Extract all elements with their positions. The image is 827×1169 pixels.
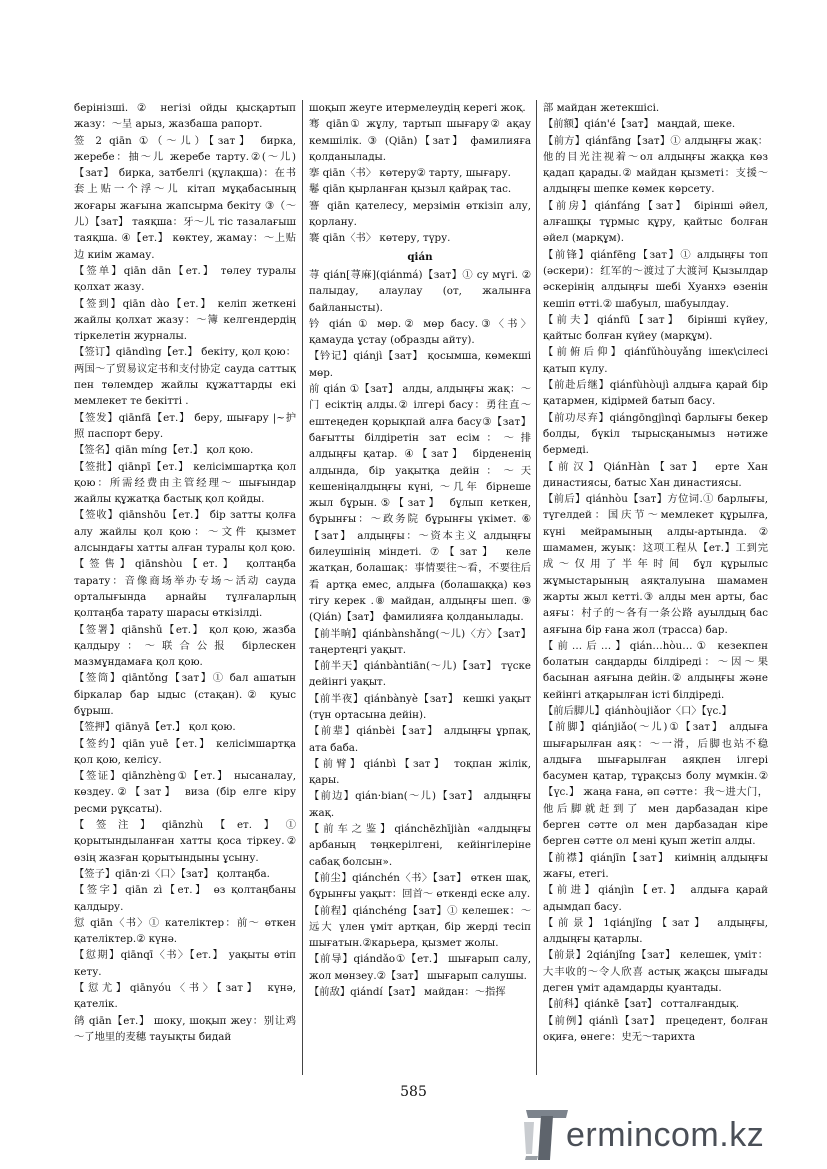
dictionary-entry: 【签筒】qiāntǒng【зат】① бал ашатын біркалар бар ыдыс (стақан).② қуыс бұрыш. [74,672,296,717]
section-header: qián [407,250,433,263]
dictionary-entry: 【签署】qiānshǔ【ет.】 қол қою, жазба қалдыру：～联合公报 бірлескен мазмұндамаға қол қою. [74,623,296,669]
dictionary-entry: 【愆期】qiānqī〈书〉【ет.】 уақыты өтіп кету. [74,949,296,978]
dictionary-entry: 部 майдан жетекшісі. [543,102,660,114]
dictionary-entry: 【前景】2qiánjǐng【зат】 келешек, үміт：大丰收的～令人欣喜 астық жақсы шығады деген үміт адамдарды қуантады. [543,949,768,995]
dictionary-entry: 【签名】qiān míng【ет.】 қол қою. [74,444,254,457]
dictionary-entry: 【前边】qián·bian(～儿)【зат】 алдыңғы жақ. [309,790,531,819]
dictionary-entry: 【前额】qián'é【зат】 маңдай, шеке. [543,118,736,131]
dictionary-entry: 前 qián ①【зат】 алды, алдыңғы жақ：～门 есіктің алды.② ілгері басу：勇往直～ ештеңеден қорықпай алға басу③【зат】 бағытты білдіретін зат есім：～排 алдыңғы қатар. ④【зат】 бірдененің алдында, бір уақытқа дейін：～天 кешеніңалдыңғы күні, ～几年 бірнеше жыл бұрын.⑤【зат】 бұлып кеткен, бұрынғы：～政务院 бұрынғы үкімет. ⑥【зат】 алдыңғы：～资本主义 алдыңғы билеушінің міндеті. ⑦【зат】 келе жатқан, болашақ：事情要往～看，不要往后看 артқа емес, алдыға (болашаққа) көз тігу керек .⑧ майдан, алдыңғы шеп. ⑨ (Qián)【зат】 фамилияға қолданылады. [309,383,531,624]
dictionary-entry: 【前后脚儿】qiánhòujiǎor〈口〉【үс.】 [543,704,732,717]
dictionary-entry: 【前锋】qiánfēng【зат】① алдыңғы топ (әскери)：红军的～渡过了大渡河 Қызылдар әскерінің алдыңғы шебі Хуанхэ өзенін кешіп өтті.② шабуыл, шабуылдау. [543,248,768,310]
dictionary-entry: 【前方】qiánfāng【зат】① алдыңғы жақ：他的目光注视着～ол алдыңғы жаққа көз қадап қарады.② майдан қызметі：支援～алдыңғы шепке көмек көрсету. [543,134,768,196]
logo-text: ermincom.kz [566,1116,765,1154]
dictionary-entry: 【签注】qiānzhù【ет.】① қорытындыланған хатты қоса тіркеу.② өзің жазған қорытындыны ұсыну. [74,819,296,864]
dictionary-entry: берінізші. ② негізі ойды қысқартып жазу：～呈 арыз, жазбаша рапорт. [74,102,296,131]
dictionary-entry: 【签约】qiān yuē【ет.】 келісімшартқа қол қою, келісу. [74,737,296,766]
dictionary-entry: 【签押】qiānyā【ет.】 қол қою. [74,721,236,734]
dictionary-entry: 【前景】1qiánjǐng【зат】 алдыңғы, алдыңғы қатарлы. [543,916,768,946]
dictionary-entry: 骞 qiān① жұлу, тартып шығару② ақау кемшілік. ③ (Qiān)【зат】 фамилияға қолданылады. [309,118,531,163]
dictionary-entry: 【前半夜】qiánbànyè【зат】 кешкі уақыт (түн ортасына дейін). [309,692,531,721]
dictionary-entry: 【前半天】qiánbàntiān(～儿)【зат】 түске дейінгі уақыт. [309,660,531,689]
dictionary-entry: 【签子】qiān·zi〈口〉【зат】 қолтаңба. [74,867,270,880]
dictionary-entry: 【前例】qiánlì【зат】 прецедент, болған оқиға, өнеге：史无～тарихта [543,1014,768,1043]
dictionary-entry: 【前进】qiánjìn【ет.】 алдыға қарай адымдап басу. [543,884,768,913]
page-number: 585 [400,1084,427,1100]
dictionary-entry: 【签收】qiānshōu【ет.】 бір затты қолға алу жайлы қол қою：～文件 қызмет алсындағы хатты алған туралы қол қою. [74,509,296,555]
dictionary-entry: 【前科】qiánkē【зат】 сотталғандық. [543,998,739,1011]
dictionary-entry: 【前敌】qiándí【зат】 майдан：～指挥 [309,986,506,999]
dictionary-entry: 【前后】qiánhòu【зат】方位词.① барлығы, түгелдей：国庆节～мемлекет құрылға, күні мейрамының алды-артында.② шамамен, жуық：这项工程从【ет.】工到完成～仅用了半年时间 бұл құрылыс жұмыстарының аяқталуына шамамен жарты жыл кетті.③ алды мен арты, бас аяғы：村子的～各有一条公路 ауылдың бас аяғына бір ғана жол (трасса) бар. [543,493,768,636]
column-divider [536,100,537,1075]
dictionary-entry: 【签到】qiān dào【ет.】 келіп жеткені жайлы қолхат жазу：～簿 келгендердің тіркелетін журналы. [74,297,296,343]
dictionary-entry: 荨 qián[荨麻](qiánmá)【зат】① су мүгі. ② палыдау, алаулау (от, жалынға байланысты). [309,268,531,314]
dictionary-entry: 【前襟】qiánjīn【зат】 киімнің алдыңғы жағы, етегі. [543,851,768,880]
dictionary-entry: шоқып жеуге итермелеудің керегі жоқ. [309,102,526,114]
dictionary-entry: 【前赴后继】qiánfùhòujì алдыға қарай бір қатармен, кідірмей батып басу. [543,379,768,408]
dictionary-entry: 【前俯后仰】qiánfǔhòuyǎng ішек\сілесі қатып күлу. [543,346,768,375]
site-logo [524,1106,824,1162]
dictionary-entry: 【签批】qiānpī【ет.】 келісімшартқа қол қою：所需经费由主管经理～ шығындар жайлы құжатқа бастық қол қойды. [74,460,296,506]
dictionary-entry: 【签订】qiāndìng【ет.】 бекіту, қол қою：两国～了贸易议定书和支付协定 сауда саттық пен төлемдер жайлы құжаттарды екі мемлекет те бекітті . [74,346,296,408]
dictionary-entry: 謇 qiān қателесу, мерзімін өткізіп алу, қорлану. [309,199,531,229]
dictionary-entry: 【前臂】qiánbì【зат】 тоқпан жілік, қары. [309,757,531,787]
dictionary-entry: 【签字】qiān zì【ет.】 өз қолтаңбаны қалдыру. [74,884,296,913]
dictionary-entry: 【签证】qiānzhèng①【ет.】 нысаналау, көздеу.②【зат】 виза (бір елге кіру ресми рұқсаты). [74,770,296,815]
column-1 [74,100,296,1075]
logo-t-icon [524,1106,570,1162]
dictionary-entry: 鬈 qiān қырланған қызыл қайрақ тас. [309,183,512,196]
dictionary-entry: 钤 qián ① мөр.② мөр басу.③〈书〉 қамауда ұстау (образды айту). [309,317,531,347]
column-divider [302,100,303,1075]
dictionary-entry: 【前脚】qiánjiǎo(～儿)①【зат】 алдыға шығарылған аяқ：～一滑，后脚也站不稳 алдыға шығарылған аяқпен ілгері басумен қатар, тұрақсыз болу мүмкін.②【үс.】 жаңа ғана, әп сәтте：我～进大门，他后脚就赶到了 мен дарбазадан кіре берген сәтте ол мен дарбазадан кіре берген сәтте ол мені қуып жетіп алды. [543,721,768,848]
dictionary-entry: 【前辈】qiánbèi【зат】 алдыңғы ұрпақ, ата баба. [309,725,531,754]
column-2 [309,100,531,1075]
dictionary-entry: 【愆尤】qiānyóu〈书〉【зат】 күнә, қателік. [74,982,296,1011]
dictionary-entry: 签 2 qiān ①（～儿）【зат】 бирка, жеребе：抽～儿 жеребе тарту.②(～儿)【зат】 бирка, затбелгі (құлақша)：在书套上贴一个浮～儿 кітап мұқабасының жоғары жағына жапсырма бекіту ③（～儿）【зат】 таяқша：牙～儿 тіс тазалағыш таяқша. ④【ет.】 көктеу, жамау：～上贴边 киім жамау. [74,134,296,261]
dictionary-entry: 褰 qiān〈书〉 көтеру, түру. [309,232,451,245]
dictionary-entry: 【前尘】qiánchén〈书〉【зат】 өткен шақ, бұрынғы уақыт：回首～ өткенді еске алу. [309,871,531,901]
dictionary-entry: 【签发】qiānfā【ет.】 беру, шығару |~护照 паспорт беру. [74,411,296,440]
dictionary-entry: 【签售】qiānshòu【ет.】 қолтаңба тарату：音像商场举办专场～活动 сауда орталығында арнайы тұлғаларлың қолтаңба тарату шарасы өткізілді. [74,558,296,620]
dictionary-entry: 【前汉】QiánHàn【зат】 ерте Хан династиясы, батыс Хан династиясы. [543,460,768,489]
dictionary-entry: 鹐 qiān【ет.】 шоку, шоқып жеу：别让鸡～了地里的麦穗 тауықты бидай [74,1014,296,1043]
dictionary-entry: 【前功尽弃】qiángōngjìnqì барлығы бекер болды, бүкіл тырысқанымыз нәтиже бермеді. [543,411,768,457]
dictionary-entry: 【钤记】qiánjì【зат】 қосымша, көмекші мөр. [309,350,531,379]
dictionary-entry: 【前导】qiándǎo①【ет.】 шығарып салу, жол мөнзеу.②【зат】 шығарып салушы. [309,953,531,982]
dictionary-entry: 【前车之鉴】qiánchēzhījiàn «алдыңғы арбаның төңкерілгені, кейінгілеріне сабақ болсын». [309,823,531,868]
dictionary-entry: 搴 qiān〈书〉 көтеру② тарту, шығару. [309,167,511,180]
dictionary-entry: 愆 qiān〈书〉① кателіктер：前～ өткен қателіктер.② күнә. [74,916,296,946]
dictionary-entry: 【前夫】qiánfū【зат】 бірінші күйеу, қайтыс болған күйеу (марқұм). [543,313,768,343]
column-3 [543,100,768,1075]
dictionary-entry: 【前程】qiánchéng【зат】① келешек：～远大 үлен үміт артқан, бір жерді тесіп шығатын.②карьера, қызмет жолы. [309,904,531,950]
dictionary-entry: 【前…后…】qián…hòu…① кезекпен болатын саңдарды білдіреді：～因～果 басынан аяғына дейін.② алдыңғы және кейінгі атқарылған істі білдіреді. [543,639,768,701]
dictionary-entry: 【前房】qiánfáng【зат】 бірінші әйел, алғашқы тұрмыс құру, қайтыс болған әйел (марқұм). [543,199,768,245]
dictionary-entry: 【前半晌】qiánbànshǎng(～儿)〈方〉【зат】 таңертеңгі уақыт. [309,627,531,656]
dictionary-entry: 【签单】qiān dān【ет.】 төлеу туралы қолхат жазу. [74,264,296,294]
